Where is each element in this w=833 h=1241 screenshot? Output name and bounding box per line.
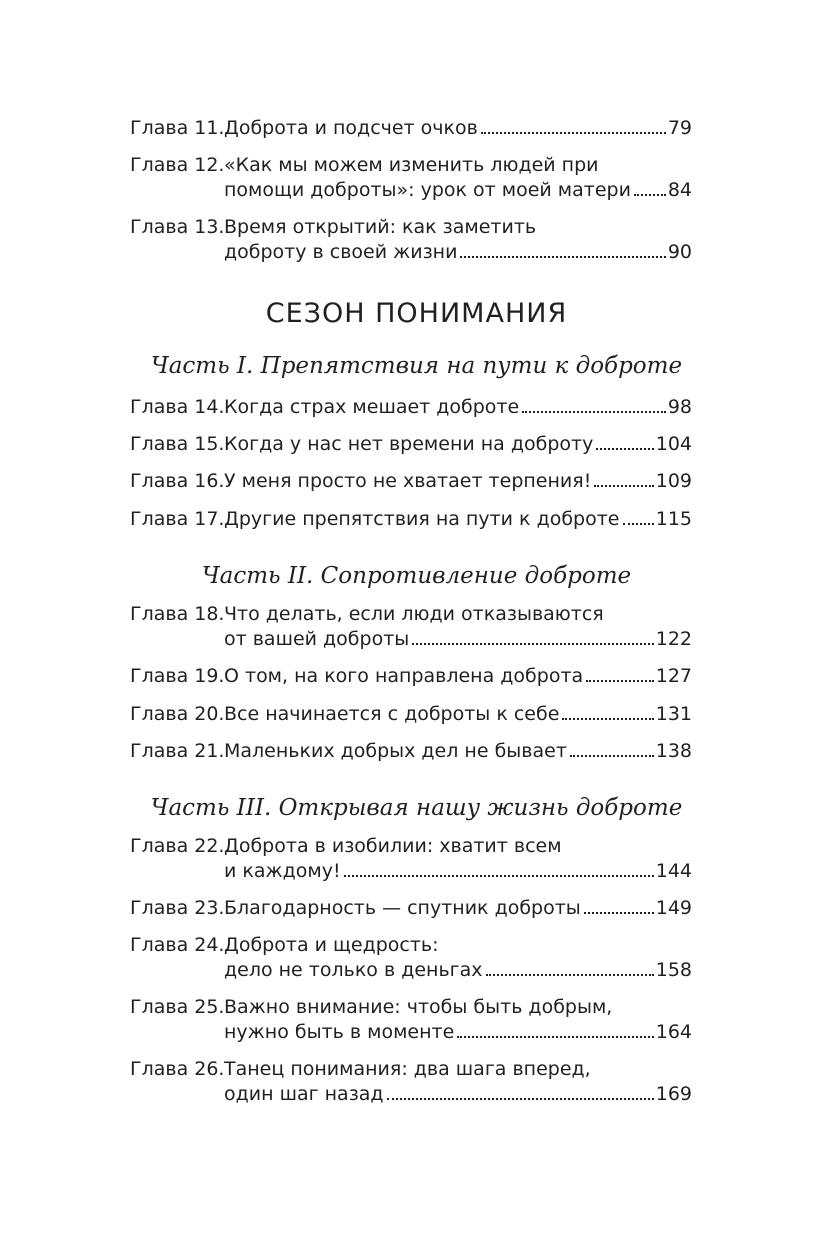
chapter-label: Глава 22. (130, 835, 225, 857)
chapter-title-line: Танец понимания: два шага вперед, (224, 1058, 591, 1080)
chapter-title-line: Доброта и щедрость: (224, 934, 439, 956)
chapter-label: Глава 23. (130, 897, 225, 919)
dot-leader (387, 1098, 654, 1100)
chapter-title: и каждому! (224, 860, 341, 882)
chapter-label: Глава 19. (130, 665, 225, 687)
chapter-label: Глава 14. (130, 396, 225, 418)
chapter-title: У меня просто не хватает терпения! (224, 470, 592, 492)
dot-leader (584, 912, 654, 914)
chapter-title: Когда у нас нет времени на доброту (224, 433, 594, 455)
chapter-title: О том, на кого направлена доброта (224, 665, 584, 687)
chapter-title-line: «Как мы можем изменить людей при (224, 154, 599, 176)
chapter-title-line: Время открытий: как заметить (224, 216, 537, 238)
chapter-title: помощи доброты»: урок от моей матери (224, 179, 631, 201)
chapter-label: Глава 25. (130, 996, 225, 1018)
chapter-label: Глава 12. (130, 154, 225, 176)
chapter-label: Глава 17. (130, 508, 225, 530)
dot-leader (623, 523, 654, 525)
page-number: 149 (655, 897, 692, 919)
dot-leader (481, 132, 666, 134)
page-number: 98 (667, 396, 692, 418)
dot-leader (412, 643, 653, 645)
dot-leader (634, 194, 666, 196)
page-number: 144 (655, 860, 692, 882)
dot-leader (570, 755, 654, 757)
chapter-label: Глава 18. (130, 603, 225, 625)
page-number: 79 (667, 117, 692, 139)
chapter-title: Доброта и подсчет очков (224, 117, 478, 139)
page-number: 84 (667, 179, 692, 201)
page-number: 169 (655, 1083, 692, 1105)
page-number: 131 (655, 703, 692, 725)
page-number: 164 (655, 1021, 692, 1043)
chapter-label: Глава 16. (130, 470, 225, 492)
dot-leader (522, 411, 666, 413)
dot-leader (344, 875, 654, 877)
chapter-label: Глава 20. (130, 703, 225, 725)
chapter-title: Когда страх мешает доброте (224, 396, 520, 418)
dot-leader (596, 448, 653, 450)
part-title-1: Часть I. Препятствия на пути к доброте (150, 353, 683, 379)
page-number: 138 (655, 740, 692, 762)
dot-leader (457, 1036, 653, 1038)
page-number: 109 (655, 470, 692, 492)
dot-leader (586, 680, 654, 682)
chapter-title-line: Что делать, если люди отказываются (224, 603, 604, 625)
chapter-label: Глава 24. (130, 934, 225, 956)
page-number: 115 (655, 508, 692, 530)
chapter-title: один шаг назад (224, 1083, 384, 1105)
chapter-label: Глава 11. (130, 117, 225, 139)
chapter-label: Глава 13. (130, 216, 225, 238)
chapter-title: Все начинается с доброты к себе (224, 703, 560, 725)
chapter-title: Маленьких добрых дел не бывает (224, 740, 567, 762)
page-number: 90 (667, 241, 692, 263)
chapter-title-line: Доброта в изобилии: хватит всем (224, 835, 562, 857)
dot-leader (460, 256, 665, 258)
chapter-title: нужно быть в моменте (224, 1021, 455, 1043)
part-title-2: Часть II. Сопротивление доброте (201, 563, 632, 589)
part-title-3: Часть III. Открывая нашу жизнь доброте (150, 795, 683, 821)
page-number: 104 (655, 433, 692, 455)
chapter-label: Глава 21. (130, 740, 225, 762)
chapter-title: Благодарность — спутник доброты (224, 897, 581, 919)
chapter-label: Глава 15. (130, 433, 225, 455)
page-number: 122 (655, 628, 692, 650)
dot-leader (594, 485, 653, 487)
chapter-title: от вашей доброты (224, 628, 410, 650)
chapter-label: Глава 26. (130, 1058, 225, 1080)
chapter-title: доброту в своей жизни (224, 241, 458, 263)
section-title: СЕЗОН ПОНИМАНИЯ (265, 298, 568, 329)
chapter-title: Другие препятствия на пути к доброте (224, 508, 620, 530)
chapter-title: дело не только в деньгах (224, 959, 483, 981)
page-number: 158 (655, 959, 692, 981)
dot-leader (562, 718, 653, 720)
chapter-title-line: Важно внимание: чтобы быть добрым, (224, 996, 613, 1018)
page-number: 127 (655, 665, 692, 687)
dot-leader (486, 974, 654, 976)
